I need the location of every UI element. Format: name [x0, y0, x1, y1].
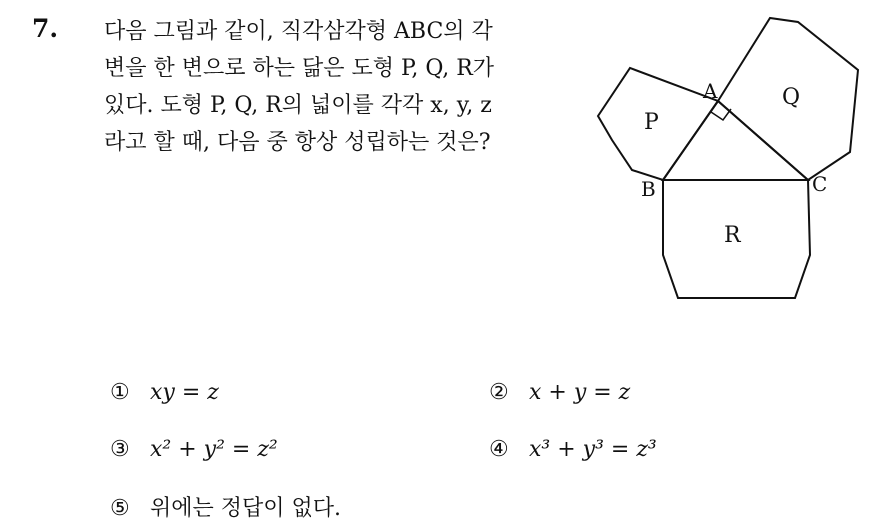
choice-2[interactable]: [489, 380, 630, 405]
choice-2-text: x + y = z: [529, 380, 631, 405]
stem-line-1: 다음 그림과 같이, 직각삼각형 ABC의 각: [104, 19, 493, 44]
choice-1-mark: ①: [110, 380, 130, 405]
triangle-abc: [663, 101, 808, 180]
choice-1-text: xy = z: [150, 380, 219, 405]
label-r: R: [724, 223, 741, 248]
choice-5[interactable]: [110, 491, 341, 522]
label-c: C: [812, 172, 828, 196]
figure-svg: [590, 10, 875, 310]
triangle-figure: [590, 10, 875, 310]
choice-5-mark: ⑤: [110, 496, 130, 521]
choice-3[interactable]: [110, 437, 278, 462]
label-b: B: [641, 177, 656, 201]
choice-4-mark: ④: [489, 437, 509, 462]
label-q: Q: [782, 85, 801, 110]
choice-2-mark: ②: [489, 380, 509, 405]
stem-line-3: 있다. 도형 P, Q, R의 넓이를 각각 x, y, z: [104, 93, 492, 118]
choice-1[interactable]: [110, 380, 219, 405]
choice-3-mark: ③: [110, 437, 130, 462]
choice-4-text: x³ + y³ = z³: [529, 437, 657, 462]
stem-line-4: 라고 할 때, 다음 중 항상 성립하는 것은?: [104, 130, 491, 155]
question-number: 7.: [32, 14, 59, 43]
label-p: P: [644, 110, 659, 135]
choice-4[interactable]: [489, 437, 657, 462]
question-stem: [104, 13, 574, 161]
choice-5-text: 위에는 정답이 없다.: [150, 496, 341, 521]
stem-line-2: 변을 한 변으로 하는 닮은 도형 P, Q, R가: [104, 56, 495, 81]
choice-3-text: x² + y² = z²: [150, 437, 278, 462]
label-a: A: [703, 79, 718, 103]
